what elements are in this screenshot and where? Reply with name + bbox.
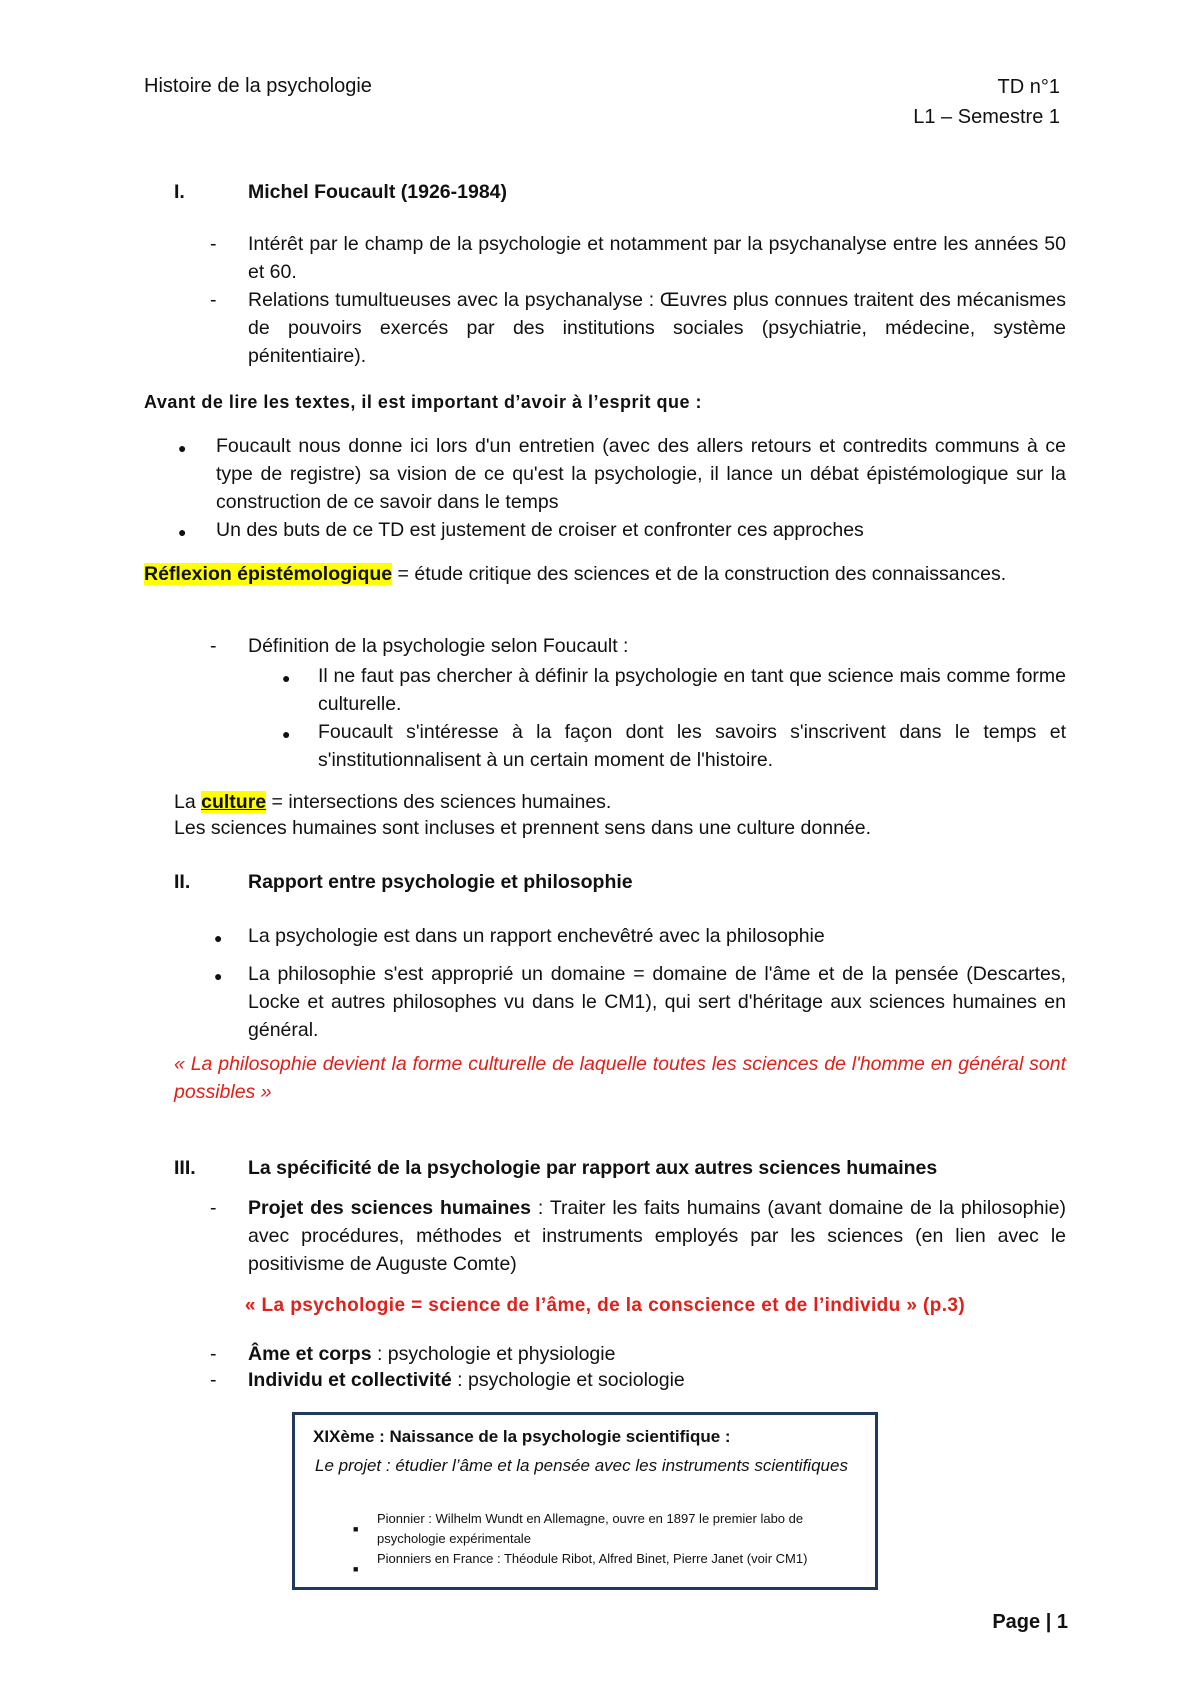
dash-marker: -: [210, 635, 217, 657]
section1-title: Michel Foucault (1926-1984): [248, 181, 508, 203]
square-bullet-icon: ■: [353, 1524, 359, 1534]
header-semester: L1 – Semestre 1: [913, 106, 1060, 128]
item-text: : psychologie et physiologie: [371, 1343, 616, 1365]
item-label: Âme et corps: [248, 1343, 372, 1365]
note-bullet: Foucault nous donne ici lors d'un entretien (avec des allers retours et contredits communs à ce type de registre) sa vision de ce qu'est la psychologie, il lance un débat épistémologique sur la construction de ce savoir dans le temps: [216, 435, 1066, 513]
page-label: Page: [992, 1611, 1041, 1633]
section1-item: Relations tumultueuses avec la psychanalyse : Œuvres plus connues traitent des mécanismes de pouvoirs exercés par des institutions sociales (psychiatrie, médecine, système pénitentiaire).: [248, 289, 1066, 367]
definition-lead: Définition de la psychologie selon Foucault :: [248, 635, 629, 657]
dash-marker: -: [210, 233, 217, 255]
section2-number: II.: [174, 871, 191, 893]
section2-quote: « La philosophie devient la forme culturelle de laquelle toutes les sciences de l'homme en général sont possibles »: [174, 1053, 1066, 1103]
item-text: : psychologie et sociologie: [451, 1369, 685, 1391]
culture-prefix: La: [174, 791, 202, 813]
dash-marker: -: [210, 1197, 217, 1219]
section2-bullet: La psychologie est dans un rapport enchevêtré avec la philosophie: [248, 925, 825, 947]
summary-box: [292, 1412, 878, 1590]
bullet-icon: ●: [214, 968, 223, 984]
square-bullet-icon: ■: [353, 1564, 359, 1574]
section2-bullet: La philosophie s'est approprié un domaine = domaine de l'âme et de la pensée (Descartes, Locke et autres philosophes vu dans le CM1), qui sert d'héritage aux sciences humaines en général.: [248, 963, 1066, 1041]
bullet-icon: ●: [282, 670, 291, 686]
culture-line2: Les sciences humaines sont incluses et prennent sens dans une culture donnée.: [174, 817, 872, 839]
box-title: XIXème : Naissance de la psychologie scientifique :: [313, 1427, 731, 1446]
bullet-icon: ●: [178, 524, 187, 540]
definition-bullet: Il ne faut pas chercher à définir la psychologie en tant que science mais comme forme culturelle.: [318, 665, 1066, 715]
box-item: Pionniers en France : Théodule Ribot, Alfred Binet, Pierre Janet (voir CM1): [377, 1551, 808, 1566]
projet-text: : Traiter les faits humains (avant domaine de la philosophie) avec procédures, méthodes et instruments employés par les sciences (en lien avec le positivisme de Auguste Comte): [248, 1197, 1066, 1275]
box-projet: Le projet : étudier l’âme et la pensée avec les instruments scientifiques: [315, 1456, 848, 1475]
dash-marker: -: [210, 1343, 217, 1365]
section3-number: III.: [174, 1157, 196, 1179]
culture-term: culture: [201, 791, 267, 813]
section3-item: [248, 1340, 615, 1368]
bullet-icon: ●: [178, 440, 187, 456]
header-title: Histoire de la psychologie: [144, 75, 372, 97]
dash-marker: -: [210, 289, 217, 311]
header-td: TD n°1: [997, 76, 1060, 98]
culture-line: [174, 788, 611, 816]
section3-item: [248, 1366, 685, 1394]
dash-marker: -: [210, 1369, 217, 1391]
box-item: Pionnier : Wilhelm Wundt en Allemagne, ouvre en 1897 le premier labo de psychologie expérimentale: [377, 1511, 804, 1546]
note-bullet: Un des buts de ce TD est justement de croiser et confronter ces approches: [216, 519, 864, 541]
section3-quote: « La psychologie = science de l’âme, de la conscience et de l’individu » (p.3): [244, 1295, 966, 1316]
culture-suffix: = intersections des sciences humaines.: [266, 791, 612, 813]
page-footer: Page | 1: [992, 1611, 1068, 1633]
projet-label: Projet des sciences humaines: [248, 1197, 531, 1219]
reflexion-term: Réflexion épistémologique: [144, 563, 393, 585]
definition-bullet: Foucault s'intéresse à la façon dont les savoirs s'inscrivent dans le temps et s'institutionnalisent à un certain moment de l'histoire.: [318, 721, 1066, 771]
section1-number: I.: [174, 181, 185, 203]
bullet-icon: ●: [214, 930, 223, 946]
bullet-icon: ●: [282, 726, 291, 742]
section3-projet: [248, 1194, 1066, 1278]
item-label: Individu et collectivité: [248, 1369, 452, 1391]
header-right: [913, 72, 1060, 132]
section1-item: Intérêt par le champ de la psychologie et notamment par la psychanalyse entre les années 50 et 60.: [248, 233, 1066, 283]
section3-title: La spécificité de la psychologie par rapport aux autres sciences humaines: [248, 1157, 938, 1179]
section2-title: Rapport entre psychologie et philosophie: [248, 871, 633, 893]
page-number: 1: [1056, 1611, 1068, 1633]
note-intro: Avant de lire les textes, il est important d’avoir à l’esprit que :: [144, 392, 702, 412]
reflexion-paragraph: [144, 560, 1066, 588]
reflexion-definition: = étude critique des sciences et de la construction des connaissances.: [392, 563, 1007, 585]
